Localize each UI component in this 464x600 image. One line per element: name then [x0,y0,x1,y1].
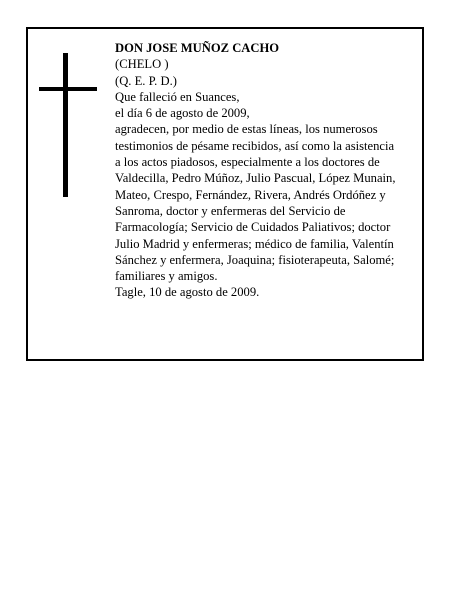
body-line: Mateo, Crespo, Fernández, Rivera, Andrés Ordóñez y [115,187,386,202]
body-line: Sanroma, doctor y enfermeras del Servicio de [115,203,346,218]
cross-horizontal-bar [39,87,97,91]
notice-text [115,40,423,301]
death-place: Que falleció en Suances, [115,89,240,104]
body-line: testimonios de pésame recibidos, así como la asistencia [115,138,395,153]
cross-icon [36,53,100,197]
deceased-name: DON JOSE MUÑOZ CACHO [115,41,280,55]
obituary-notice [26,27,424,361]
body-line: Farmacología; Servicio de Cuidados Paliativos; doctor [115,220,391,235]
closing-place-date: Tagle, 10 de agosto de 2009. [115,285,260,300]
body-line: agradecen, por medio de estas líneas, los numerosos [115,122,378,137]
body-line: Valdecilla, Pedro Múñoz, Julio Pascual, López Munain, [115,171,396,186]
cross-vertical-bar [63,53,68,197]
deceased-nickname: (CHELO ) [115,57,169,72]
body-line: Sánchez y enfermera, Joaquina; fisioterapeuta, Salomé; [115,252,395,267]
body-line: familiares y amigos. [115,269,218,284]
body-line: Julio Madrid y enfermeras; médico de familia, Valentín [115,236,394,251]
death-date: el día 6 de agosto de 2009, [115,106,250,121]
body-line: a los actos piadosos, especialmente a los doctores de [115,155,380,170]
rip-abbreviation: (Q. E. P. D.) [115,73,177,88]
